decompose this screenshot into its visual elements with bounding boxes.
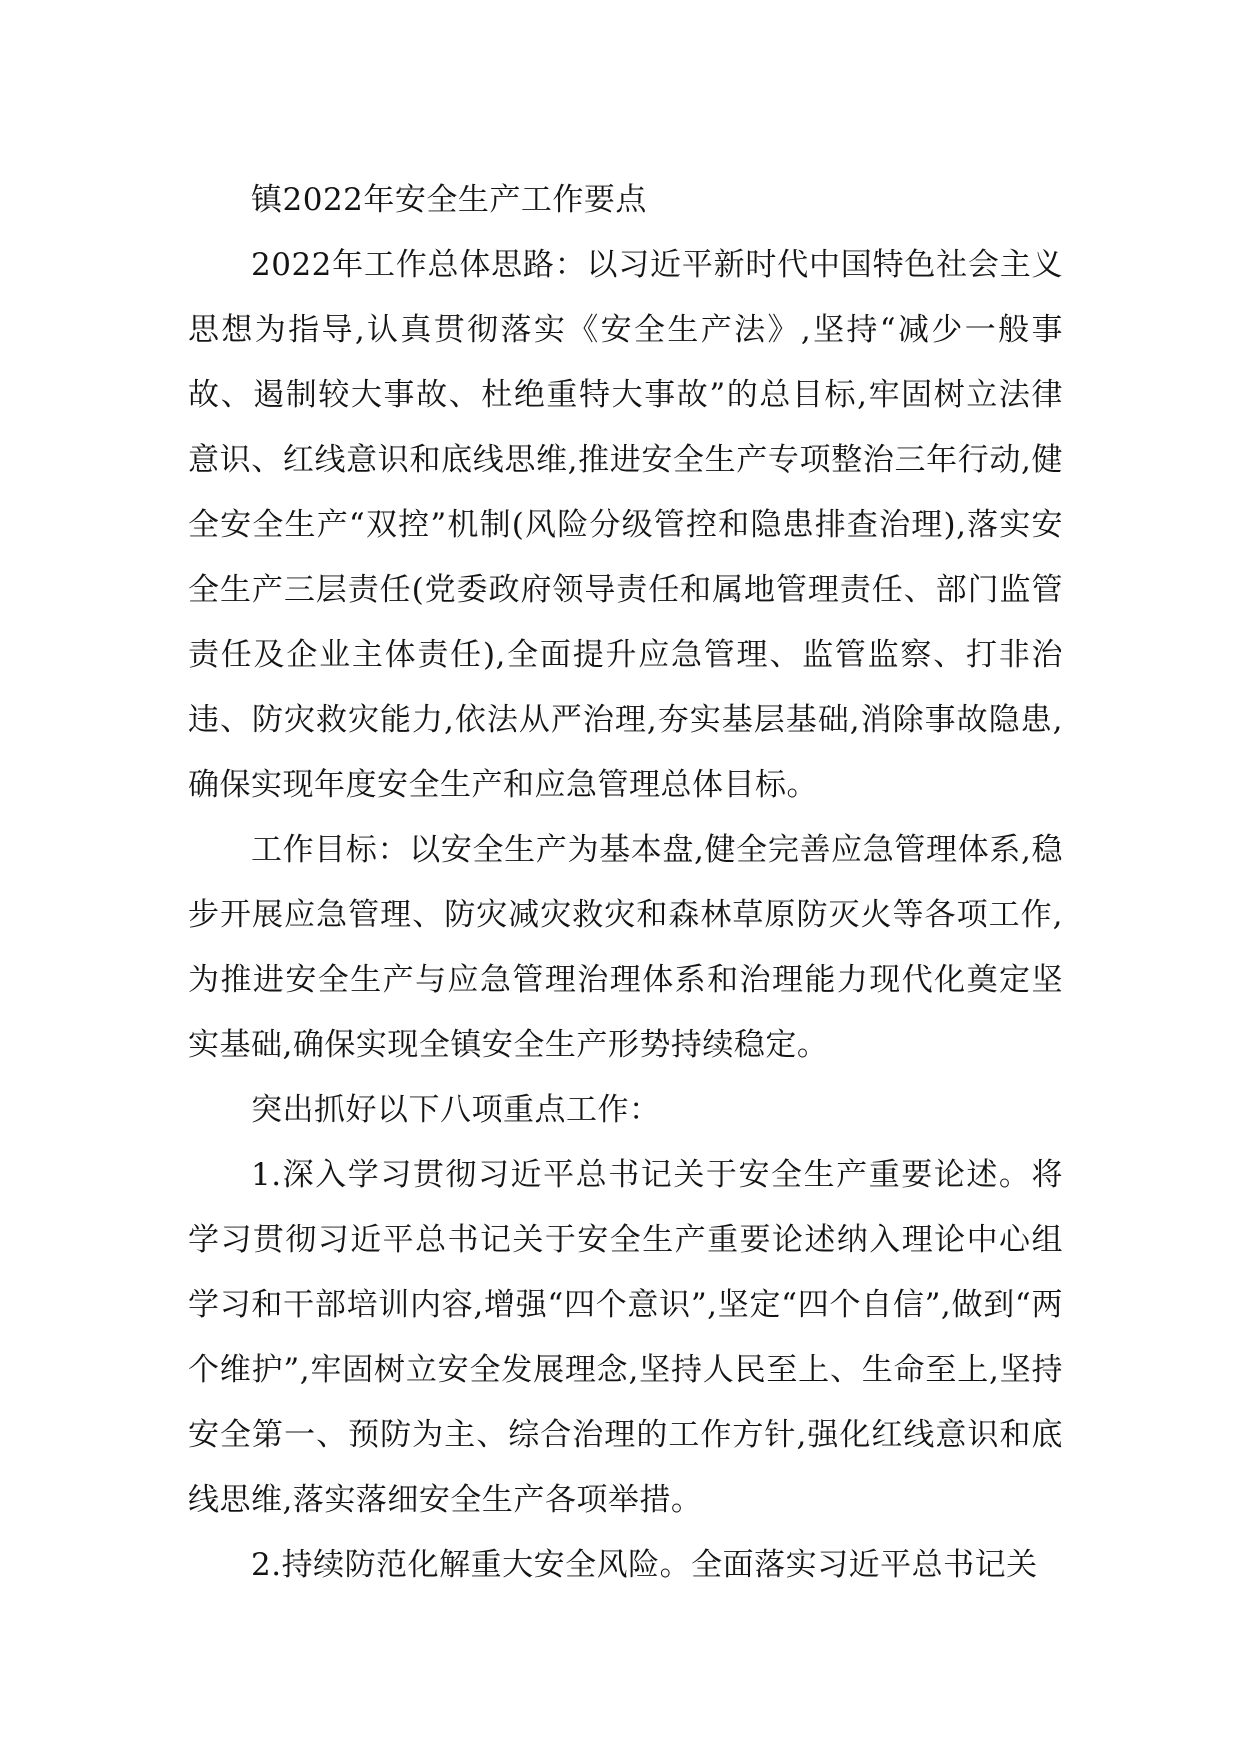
paragraph-overall-approach: 2022年工作总体思路：以习近平新时代中国特色社会主义思想为指导,认真贯彻落实《安全生产法》,坚持“减少一般事故、遏制较大事故、杜绝重特大事故”的总目标,牢固树立法律意识、红线意识和底线思维,推进安全生产专项整治三年行动,健全安全生产“双控”机制(风险分级管控和隐患排查治理),落实安全生产三层责任(党委政府领导责任和属地管理责任、部门监管责任及企业主体责任),全面提升应急管理、监管监察、打非治违、防灾救灾能力,依法从严治理,夯实基层基础,消除事故隐患,确保实现年度安全生产和应急管理总体目标。: [188, 247, 1063, 803]
paragraph-key-tasks-intro: 突出抓好以下八项重点工作：: [251, 1092, 661, 1128]
paragraph-task-1: 1.深入学习贯彻习近平总书记关于安全生产重要论述。将学习贯彻习近平总书记关于安全生产重要论述纳入理论中心组学习和干部培训内容,增强“四个意识”,坚定“四个自信”,做到“两个维护”,牢固树立安全发展理念,坚持人民至上、生命至上,坚持安全第一、预防为主、综合治理的工作方针,强化红线意识和底线思维,落实落细安全生产各项举措。: [188, 1157, 1063, 1518]
document-page: [188, 168, 1063, 1598]
document-title: 镇2022年安全生产工作要点: [251, 182, 647, 218]
paragraph-work-goals: 工作目标：以安全生产为基本盘,健全完善应急管理体系,稳步开展应急管理、防灾减灾救灾和森林草原防灭火等各项工作,为推进安全生产与应急管理治理体系和治理能力现代化奠定坚实基础,确保实现全镇安全生产形势持续稳定。: [188, 832, 1063, 1063]
paragraph-task-2: 2.持续防范化解重大安全风险。全面落实习近平总书记关: [251, 1547, 1038, 1583]
